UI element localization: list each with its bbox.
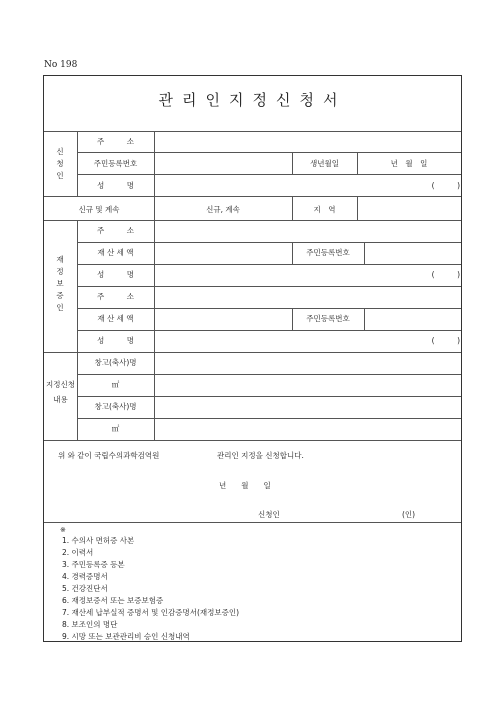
warehouse1-area-unit: ㎡ [111, 380, 120, 389]
attachments-marker: ※ [60, 526, 66, 534]
attachment-item: 7. 재산세 납부실적 증명서 및 인감증명서(재정보증인) [62, 608, 240, 617]
form-frame [43, 75, 462, 642]
new-continue-field[interactable]: 신규, 계속 [206, 205, 240, 214]
guarantor1-resident-no-label: 주민등록번호 [306, 248, 350, 257]
attachment-item: 6. 재정보증서 또는 보증보험증 [62, 596, 164, 605]
applicant-resident-no-label: 주민등록번호 [93, 159, 138, 168]
region-field[interactable] [358, 197, 460, 219]
birth-date-label: 생년월일 [310, 159, 339, 168]
guarantor2-name-field[interactable]: ( ) [431, 336, 460, 345]
guarantor1-address-label: 주 소 [97, 226, 134, 235]
attachment-item: 5. 건강진단서 [62, 584, 108, 593]
new-continue-label: 신규 및 계속 [78, 205, 120, 214]
region-label: 지 역 [313, 205, 336, 214]
attachment-item: 8. 보조인의 명단 [62, 620, 118, 629]
statement-text-right: 관리인 지정을 신청합니다. [217, 451, 304, 460]
warehouse2-name-label: 창고(축사)명 [94, 402, 137, 411]
attachment-item: 2. 이력서 [62, 548, 94, 557]
birth-date-field[interactable]: 년 월 일 [390, 159, 428, 168]
guarantor2-name-label: 성 명 [97, 336, 134, 345]
attachments-list [62, 535, 239, 643]
document-number: No 198 [44, 60, 78, 70]
attachment-item: 9. 시망 또는 보관관리비 승인 신청내역 [62, 632, 190, 641]
applicant-resident-no-field[interactable] [155, 153, 291, 173]
warehouse2-area-unit: ㎡ [111, 424, 120, 433]
guarantor1-name-field[interactable]: ( ) [431, 270, 460, 279]
form-title: 관리인지정신청서 [158, 91, 347, 109]
attachment-item: 3. 주민등록증 등본 [62, 560, 125, 569]
guarantor2-property-label: 재 산 세 액 [97, 314, 134, 323]
applicant-address-field[interactable] [155, 132, 460, 151]
applicant-section-label: 신청인 [56, 147, 64, 180]
guarantor2-address-label: 주 소 [97, 292, 134, 301]
signature-seal[interactable]: (인) [402, 510, 416, 519]
designation-section-label: 지정신청내용 [46, 380, 75, 404]
attachment-item: 1. 수의사 면허증 사본 [62, 536, 135, 545]
signature-applicant-label: 신청인 [258, 510, 280, 519]
guarantor-section-label: 재정보증인 [56, 255, 64, 312]
applicant-name-label: 성 명 [97, 181, 134, 190]
guarantor1-property-label: 재 산 세 액 [97, 248, 134, 257]
statement-text-left: 위 와 같이 국립수의과학검역원 [58, 451, 160, 460]
guarantor2-resident-no-label: 주민등록번호 [306, 314, 350, 323]
warehouse1-name-label: 창고(축사)명 [94, 358, 137, 367]
applicant-address-label: 주 소 [97, 137, 134, 146]
attachment-item: 4. 경력증명서 [62, 572, 108, 581]
statement-date[interactable]: 년 월 일 [219, 481, 271, 490]
guarantor1-name-label: 성 명 [97, 270, 134, 279]
applicant-name-field[interactable]: ( ) [431, 181, 460, 190]
